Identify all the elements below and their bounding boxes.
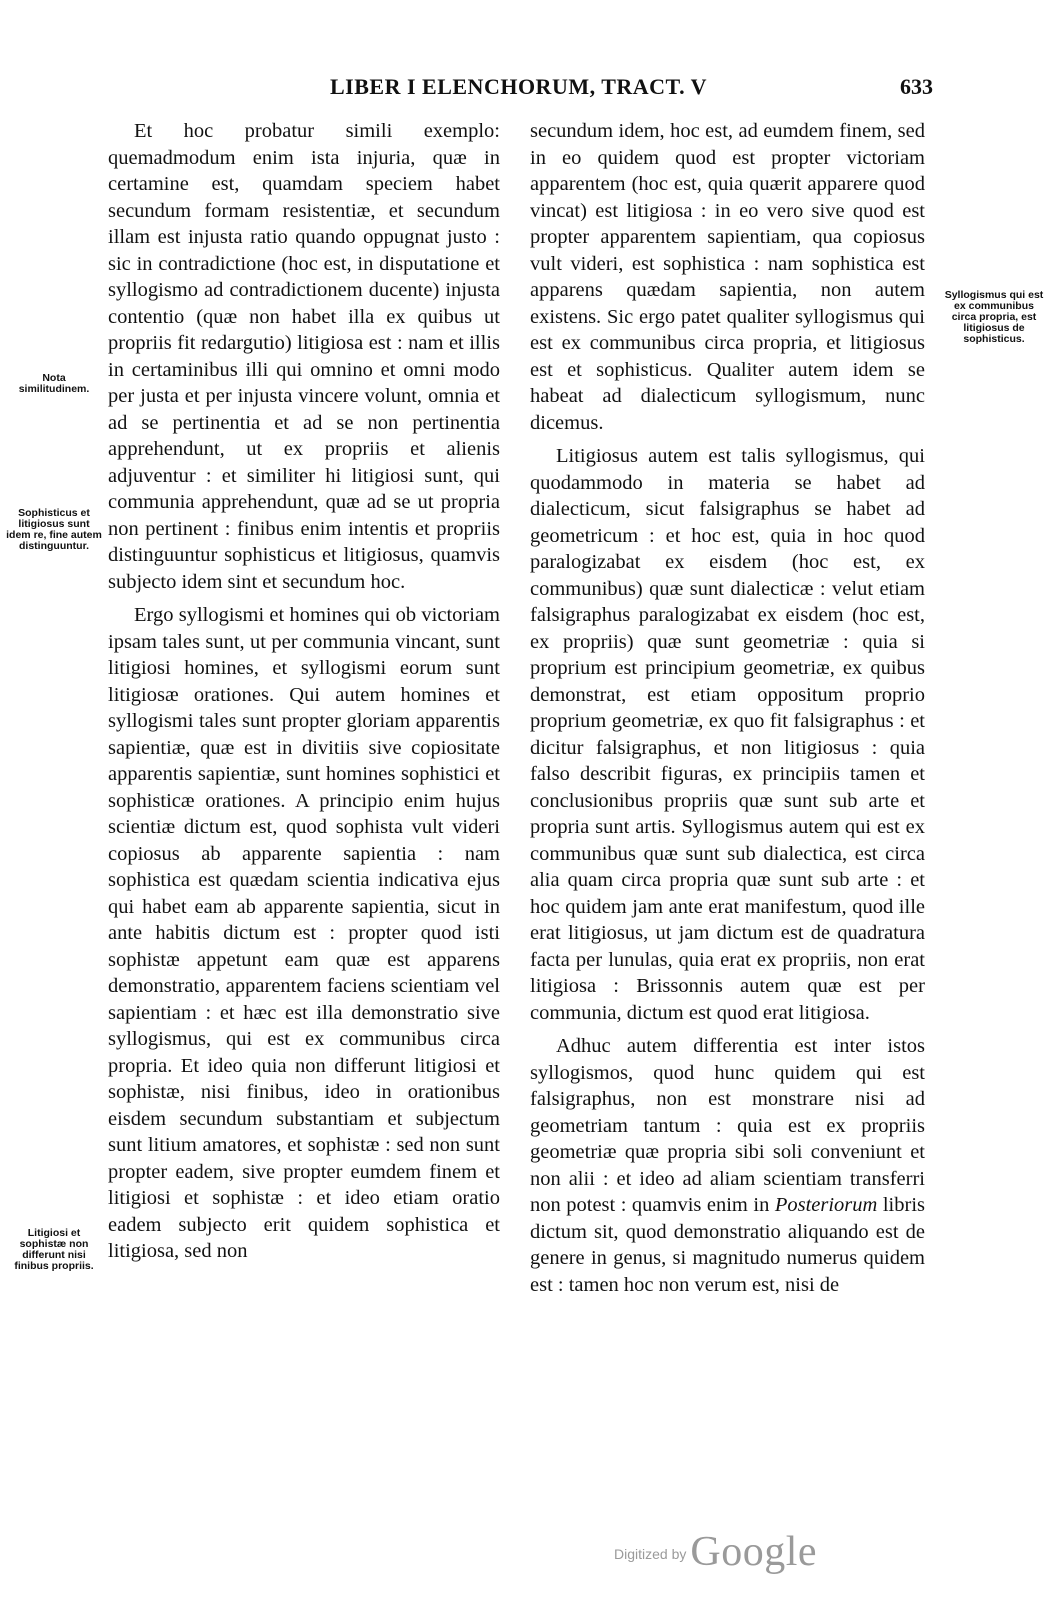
paragraph: Litigiosus autem est talis syllogismus, qui quodammodo in materia se habet ad dialecticum, sicut falsigraphus se habet ad geometricum : et hoc est, quia in hoc quod paralogizabat ex eisdem (hoc est, ex communibus) quæ sunt dialecticæ : velut etiam falsigraphus paralogizabat ex eisdem (hoc est, ex propriis) quæ sunt geometriæ : quia si proprium est principium geometriæ, ex quibus demonstrat, est etiam oppositum proprio proprium geometriæ, ex quo fit falsigraphus : et dicitur falsigraphus, et non litigiosus : quia falso describit figuras, ex principiis tamen et conclusionibus propriis quæ sunt sub arte et propria sunt artis. Syllogismus autem qui est ex communibus quæ sunt sub dialectica, est circa alia quam circa propria quæ sunt sub arte : et hoc quidem jam ante erat manifestum, quod ille erat litigiosus, ut jam dictum est de quadratura facta per lunulas, quia erat ex propriis, non erat litigiosa : Brissonnis autem quæ est per communia, dictum est quod erat litigiosa. (530, 445, 925, 1024)
digitized-watermark (614, 1528, 817, 1576)
margin-note-litigiosi: Litigiosi et sophistæ non differunt nisi finibus propriis. (14, 1227, 94, 1272)
left-column (108, 118, 500, 1265)
running-header (0, 74, 1055, 104)
margin-note-sophisticus: Sophisticus et litigiosus sunt idem re, fine autem distinguuntur. (6, 507, 102, 552)
right-column (530, 118, 925, 1298)
running-title: LIBER I ELENCHORUM, TRACT. V (330, 74, 708, 99)
paragraph: Et hoc probatur simili exemplo: quemadmodum enim ista injuria, quæ in certamine est, quamdam speciem habet secundum formam resistentiæ, et secundum illam est injusta ratio quando oppugnat justo : sic in contradictione (hoc est, in disputatione et syllogismo ad contradictionem ducente) injusta contentio (quæ non habet illa ex quibus ut propriis fit redargutio) litigiosa est : nam et illis in certaminibus illi qui omnino et omni modo per justa et per injusta vincere volunt, omnia et ad se pertinentia et ad se non pertinentia apprehendunt, ut ex propriis et alienis adjuventur : et similiter hi litigiosi sunt, qui communia apprehendunt, quæ ad se ut propria non pertinent : finibus enim intentis et propriis distinguuntur sophisticus et litigiosus, quamvis subjecto idem sint et secundum hoc. (108, 120, 500, 593)
digitized-by-label: Digitized by (614, 1546, 687, 1562)
paragraph: Ergo syllogismi et homines qui ob victoriam ipsam tales sunt, ut per communia vincant, sunt litigiosi homines, et syllogismi eorum sunt litigiosæ orationes. Qui autem homines et syllogismi tales sunt propter gloriam apparentis sapientiæ, quæ est in divitiis sive copiositate apparentis sapientiæ, sunt homines sophistici et sophisticæ orationes. A principio enim hujus scientiæ dictum est, quod sophista vult videri copiosus ab apparente sapientia : nam sophistica est quædam scientia indicativa ejus qui habet eam ab apparente sapientia, sicut in ante habitis dictum est : propter quod isti sophistæ appetunt eam quæ est apparens demonstratio, apparentem faciens scientiam vel sapientiam : et hæc est illa demonstratio sive syllogismus, qui est ex communibus circa propria. Et ideo quia non differunt litigiosi et sophistæ, nisi finibus, ideo in orationibus eisdem secundum substantiam et subjectum sunt litium amatores, et sophistæ : sed non sunt propter eadem, sive propter eumdem finem et litigiosi et sophistæ : et ideo etiam oratio eadem subjecto erit quidem sophistica et litigiosa, sed non (108, 604, 500, 1262)
text-run: Adhuc autem differentia est inter istos syllogismos, quod hunc quidem qui est falsigraphus, non est monstrare nisi ad geometriam tantum : quia est ex propriis geometriæ quæ propria sibi soli conveniunt et non alii : et ideo ad aliam scientiam transferri non potest : quamvis enim in (530, 1035, 925, 1216)
margin-note-nota: Nota similitudinem. (18, 372, 90, 395)
paragraph: secundum idem, hoc est, ad eumdem finem, sed in eo quidem quod est propter victoriam apparentem (hoc est, quia quærit apparere quod vincat) est litigiosa : in eo vero sive quod est propter apparentem sapientiam, qua copiosus vult videri, est sophistica : nam sophistica est apparens quædam sapientia, non autem existens. Sic ergo patet qualiter syllogismus qui est ex communibus circa propria, et litigiosus est et sophisticus. Qualiter autem idem se habeat ad dialecticum syllogismum, nunc dicemus. (530, 120, 925, 434)
text-run: libris dictum sit, quod demonstratio aliquando est de genere in genus, si magnitudo numerus quidem est : tamen hoc non verum est, nisi de (530, 1194, 926, 1296)
google-logo: Google (690, 1529, 818, 1575)
paragraph (530, 1033, 925, 1298)
margin-note-syllogismus: Syllogismus qui est ex communibus circa propria, est litigiosus de sophisticus. (944, 289, 1044, 345)
page-number: 633 (900, 74, 933, 99)
italic-title: Posteriorum (774, 1194, 878, 1216)
